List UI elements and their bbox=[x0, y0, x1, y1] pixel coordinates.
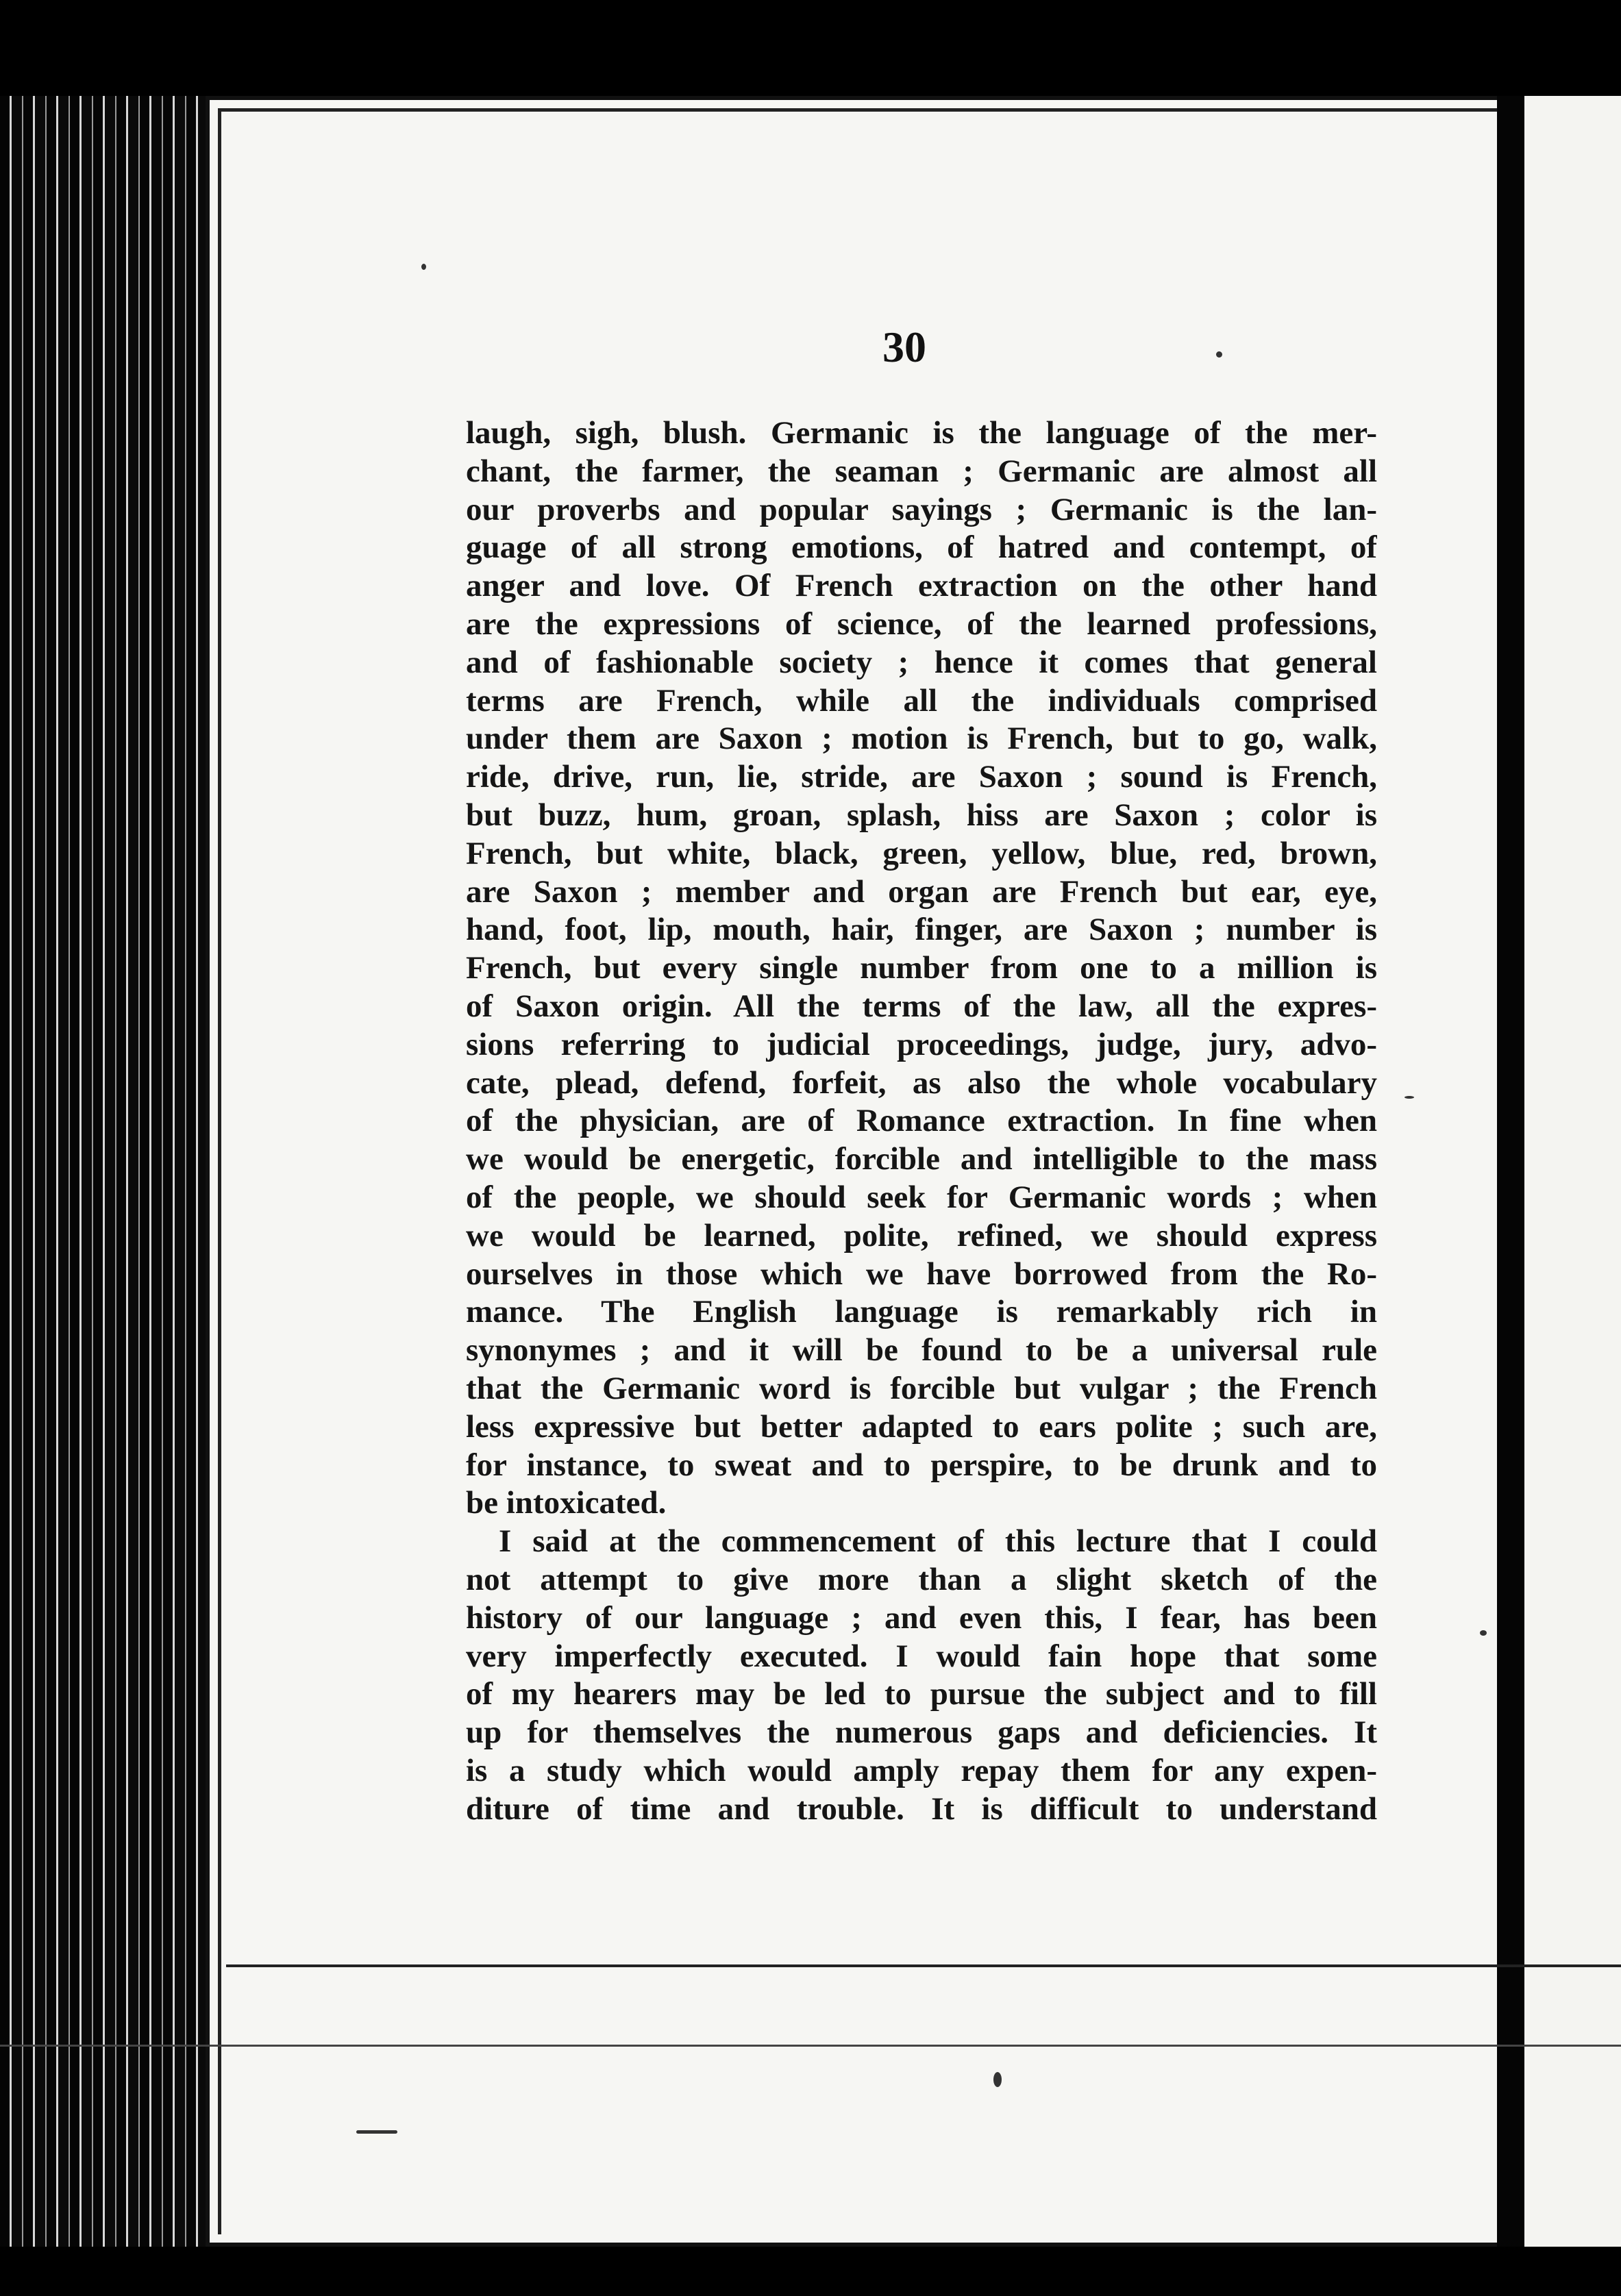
speck bbox=[993, 2072, 1002, 2087]
text-line: but buzz, hum, groan, splash, hiss are Saxon ; color is bbox=[466, 797, 1377, 833]
text-line: and of fashionable society ; hence it comes that general bbox=[466, 644, 1377, 680]
text-line: very imperfectly executed. I would fain hope that some bbox=[466, 1638, 1377, 1674]
text-line: is a study which would amply repay them for any expen- bbox=[466, 1752, 1377, 1788]
scan-rule-top bbox=[226, 1964, 1621, 1967]
text-line: our proverbs and popular sayings ; Germanic is the lan- bbox=[466, 491, 1377, 527]
page-number: 30 bbox=[882, 323, 926, 371]
text-line: laugh, sigh, blush. Germanic is the language of the mer- bbox=[466, 415, 1377, 451]
speck bbox=[1480, 1630, 1487, 1636]
scan-rule-bottom bbox=[0, 2045, 1621, 2047]
text-line: guage of all strong emotions, of hatred and contempt, of bbox=[466, 529, 1377, 566]
text-line: ride, drive, run, lie, stride, are Saxon ; sound is French, bbox=[466, 759, 1377, 795]
text-line: I said at the commencement of this lecture that I could bbox=[499, 1523, 1377, 1560]
text-line: history of our language ; and even this, I fear, has been bbox=[466, 1599, 1377, 1636]
paragraph bbox=[466, 414, 1377, 1523]
text-line: sions referring to judicial proceedings, judge, jury, advo- bbox=[466, 1026, 1377, 1062]
text-line: hand, foot, lip, mouth, hair, finger, are Saxon ; number is bbox=[466, 912, 1377, 948]
speck bbox=[1405, 1096, 1414, 1099]
text-line: mance. The English language is remarkably rich in bbox=[466, 1294, 1377, 1330]
speck bbox=[421, 264, 426, 270]
text-line: are the expressions of science, of the learned professions, bbox=[466, 606, 1377, 642]
text-line: anger and love. Of French extraction on the other hand bbox=[466, 568, 1377, 604]
text-line: of the physician, are of Romance extraction. In fine when bbox=[466, 1103, 1377, 1139]
text-line: for instance, to sweat and to perspire, to be drunk and to bbox=[466, 1447, 1377, 1483]
text-line: French, but every single number from one to a million is bbox=[466, 950, 1377, 986]
body-text bbox=[466, 414, 1377, 1828]
facing-page-edge bbox=[1524, 96, 1621, 2247]
text-line: ourselves in those which we have borrowed from the Ro- bbox=[466, 1256, 1377, 1292]
text-line: synonymes ; and it will be found to be a universal rule bbox=[466, 1332, 1377, 1369]
text-line: terms are French, while all the individuals comprised bbox=[466, 682, 1377, 719]
text-line: less expressive but better adapted to ears polite ; such are, bbox=[466, 1408, 1377, 1445]
text-line: under them are Saxon ; motion is French, but to go, walk, bbox=[466, 721, 1377, 757]
text-line: are Saxon ; member and organ are French but ear, eye, bbox=[466, 873, 1377, 910]
speck bbox=[1216, 351, 1222, 358]
text-line: not attempt to give more than a slight sketch of the bbox=[466, 1561, 1377, 1597]
text-line: that the Germanic word is forcible but vulgar ; the French bbox=[466, 1370, 1377, 1406]
book-gutter bbox=[1497, 96, 1524, 2247]
text-line: we would be learned, polite, refined, we should express bbox=[466, 1217, 1377, 1253]
text-line: be intoxicated. bbox=[466, 1485, 667, 1521]
text-line: French, but white, black, green, yellow, blue, red, brown, bbox=[466, 835, 1377, 871]
text-line: of my hearers may be led to pursue the subject and to fill bbox=[466, 1676, 1377, 1712]
paragraph bbox=[466, 1523, 1377, 1828]
text-line: of Saxon origin. All the terms of the law, all the expres- bbox=[466, 988, 1377, 1024]
speck bbox=[356, 2130, 397, 2134]
text-line: up for themselves the numerous gaps and deficiencies. It bbox=[466, 1714, 1377, 1751]
text-line: we would be energetic, forcible and intelligible to the mass bbox=[466, 1141, 1377, 1177]
text-line: diture of time and trouble. It is difficult to understand bbox=[466, 1790, 1377, 1827]
text-line: of the people, we should seek for Germanic words ; when bbox=[466, 1179, 1377, 1215]
text-line: chant, the farmer, the seaman ; Germanic are almost all bbox=[466, 453, 1377, 489]
page-edges bbox=[0, 96, 206, 2247]
text-line: cate, plead, defend, forfeit, as also the whole vocabulary bbox=[466, 1064, 1377, 1101]
